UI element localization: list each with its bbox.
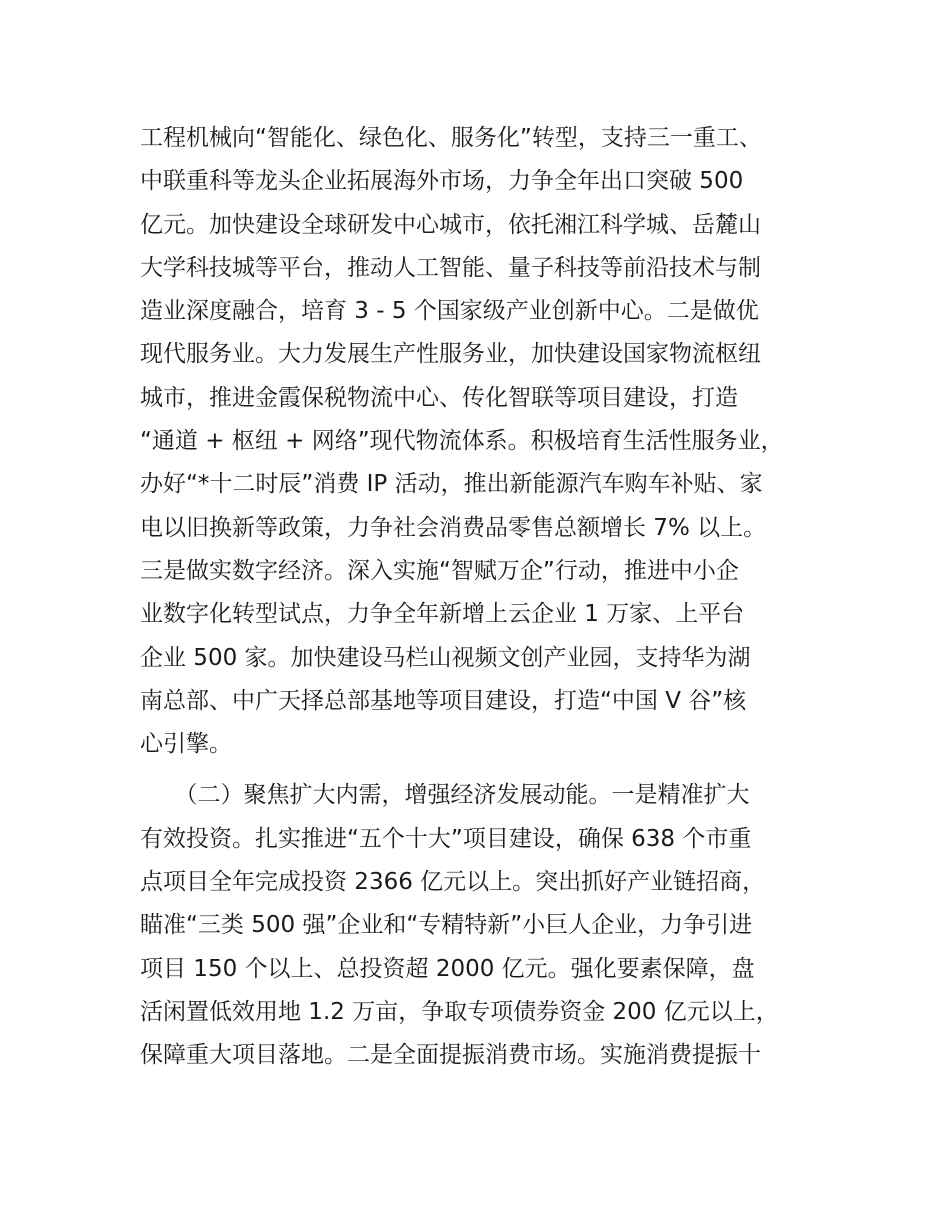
document-body	[140, 117, 830, 1078]
paragraph-industry-development	[140, 117, 830, 766]
text-line: 南总部、中广天择总部基地等项目建设，打造“中国 V 谷”核	[140, 687, 747, 714]
text-line: 城市，推进金霞保税物流中心、传化智联等项目建设，打造	[140, 384, 738, 411]
text-line: 三是做实数字经济。深入实施“智赋万企”行动，推进中小企	[140, 557, 739, 584]
text-line: 活闲置低效用地 1.2 万亩，争取专项债券资金 200 亿元以上，	[140, 998, 779, 1025]
text-line: 有效投资。扎实推进“五个十大”项目建设，确保 638 个市重	[140, 825, 752, 852]
text-line: 亿元。加快建设全球研发中心城市，依托湘江科学城、岳麓山	[140, 211, 761, 238]
text-line: 保障重大项目落地。二是全面提振消费市场。实施消费提振十	[140, 1042, 761, 1069]
text-line: 中联重科等龙头企业拓展海外市场，力争全年出口突破 500	[140, 168, 744, 195]
text-line: 电以旧换新等政策，力争社会消费品零售总额增长 7% 以上。	[140, 514, 767, 541]
text-line: 企业 500 家。加快建设马栏山视频文创产业园，支持华为湖	[140, 644, 751, 671]
text-line: 业数字化转型试点，力争全年新增上云企业 1 万家、上平台	[140, 601, 745, 628]
text-line: 心引擎。	[140, 731, 232, 758]
text-line: 现代服务业。大力发展生产性服务业，加快建设国家物流枢纽	[140, 341, 761, 368]
text-line: 项目 150 个以上、总投资超 2000 亿元。强化要素保障，盘	[140, 955, 755, 982]
text-line: 造业深度融合，培育 3 - 5 个国家级产业创新中心。二是做优	[140, 298, 759, 325]
text-line: 大学科技城等平台，推动人工智能、量子科技等前沿技术与制	[140, 254, 761, 281]
paragraph-spacer	[140, 766, 830, 774]
paragraph-domestic-demand	[140, 774, 830, 1077]
text-line: 点项目全年完成投资 2366 亿元以上。突出抓好产业链招商，	[140, 869, 766, 896]
text-line: 办好“*十二时辰”消费 IP 活动，推出新能源汽车购车补贴、家	[140, 471, 763, 498]
text-line: （二）聚焦扩大内需，增强经济发展动能。一是精准扩大	[140, 782, 750, 809]
text-line: 瞄准“三类 500 强”企业和“专精特新”小巨人企业，力争引进	[140, 912, 753, 939]
text-line: “通道 + 枢纽 + 网络”现代物流体系。积极培育生活性服务业，	[140, 428, 784, 455]
text-line: 工程机械向“智能化、绿色化、服务化”转型，支持三一重工、	[140, 125, 762, 151]
